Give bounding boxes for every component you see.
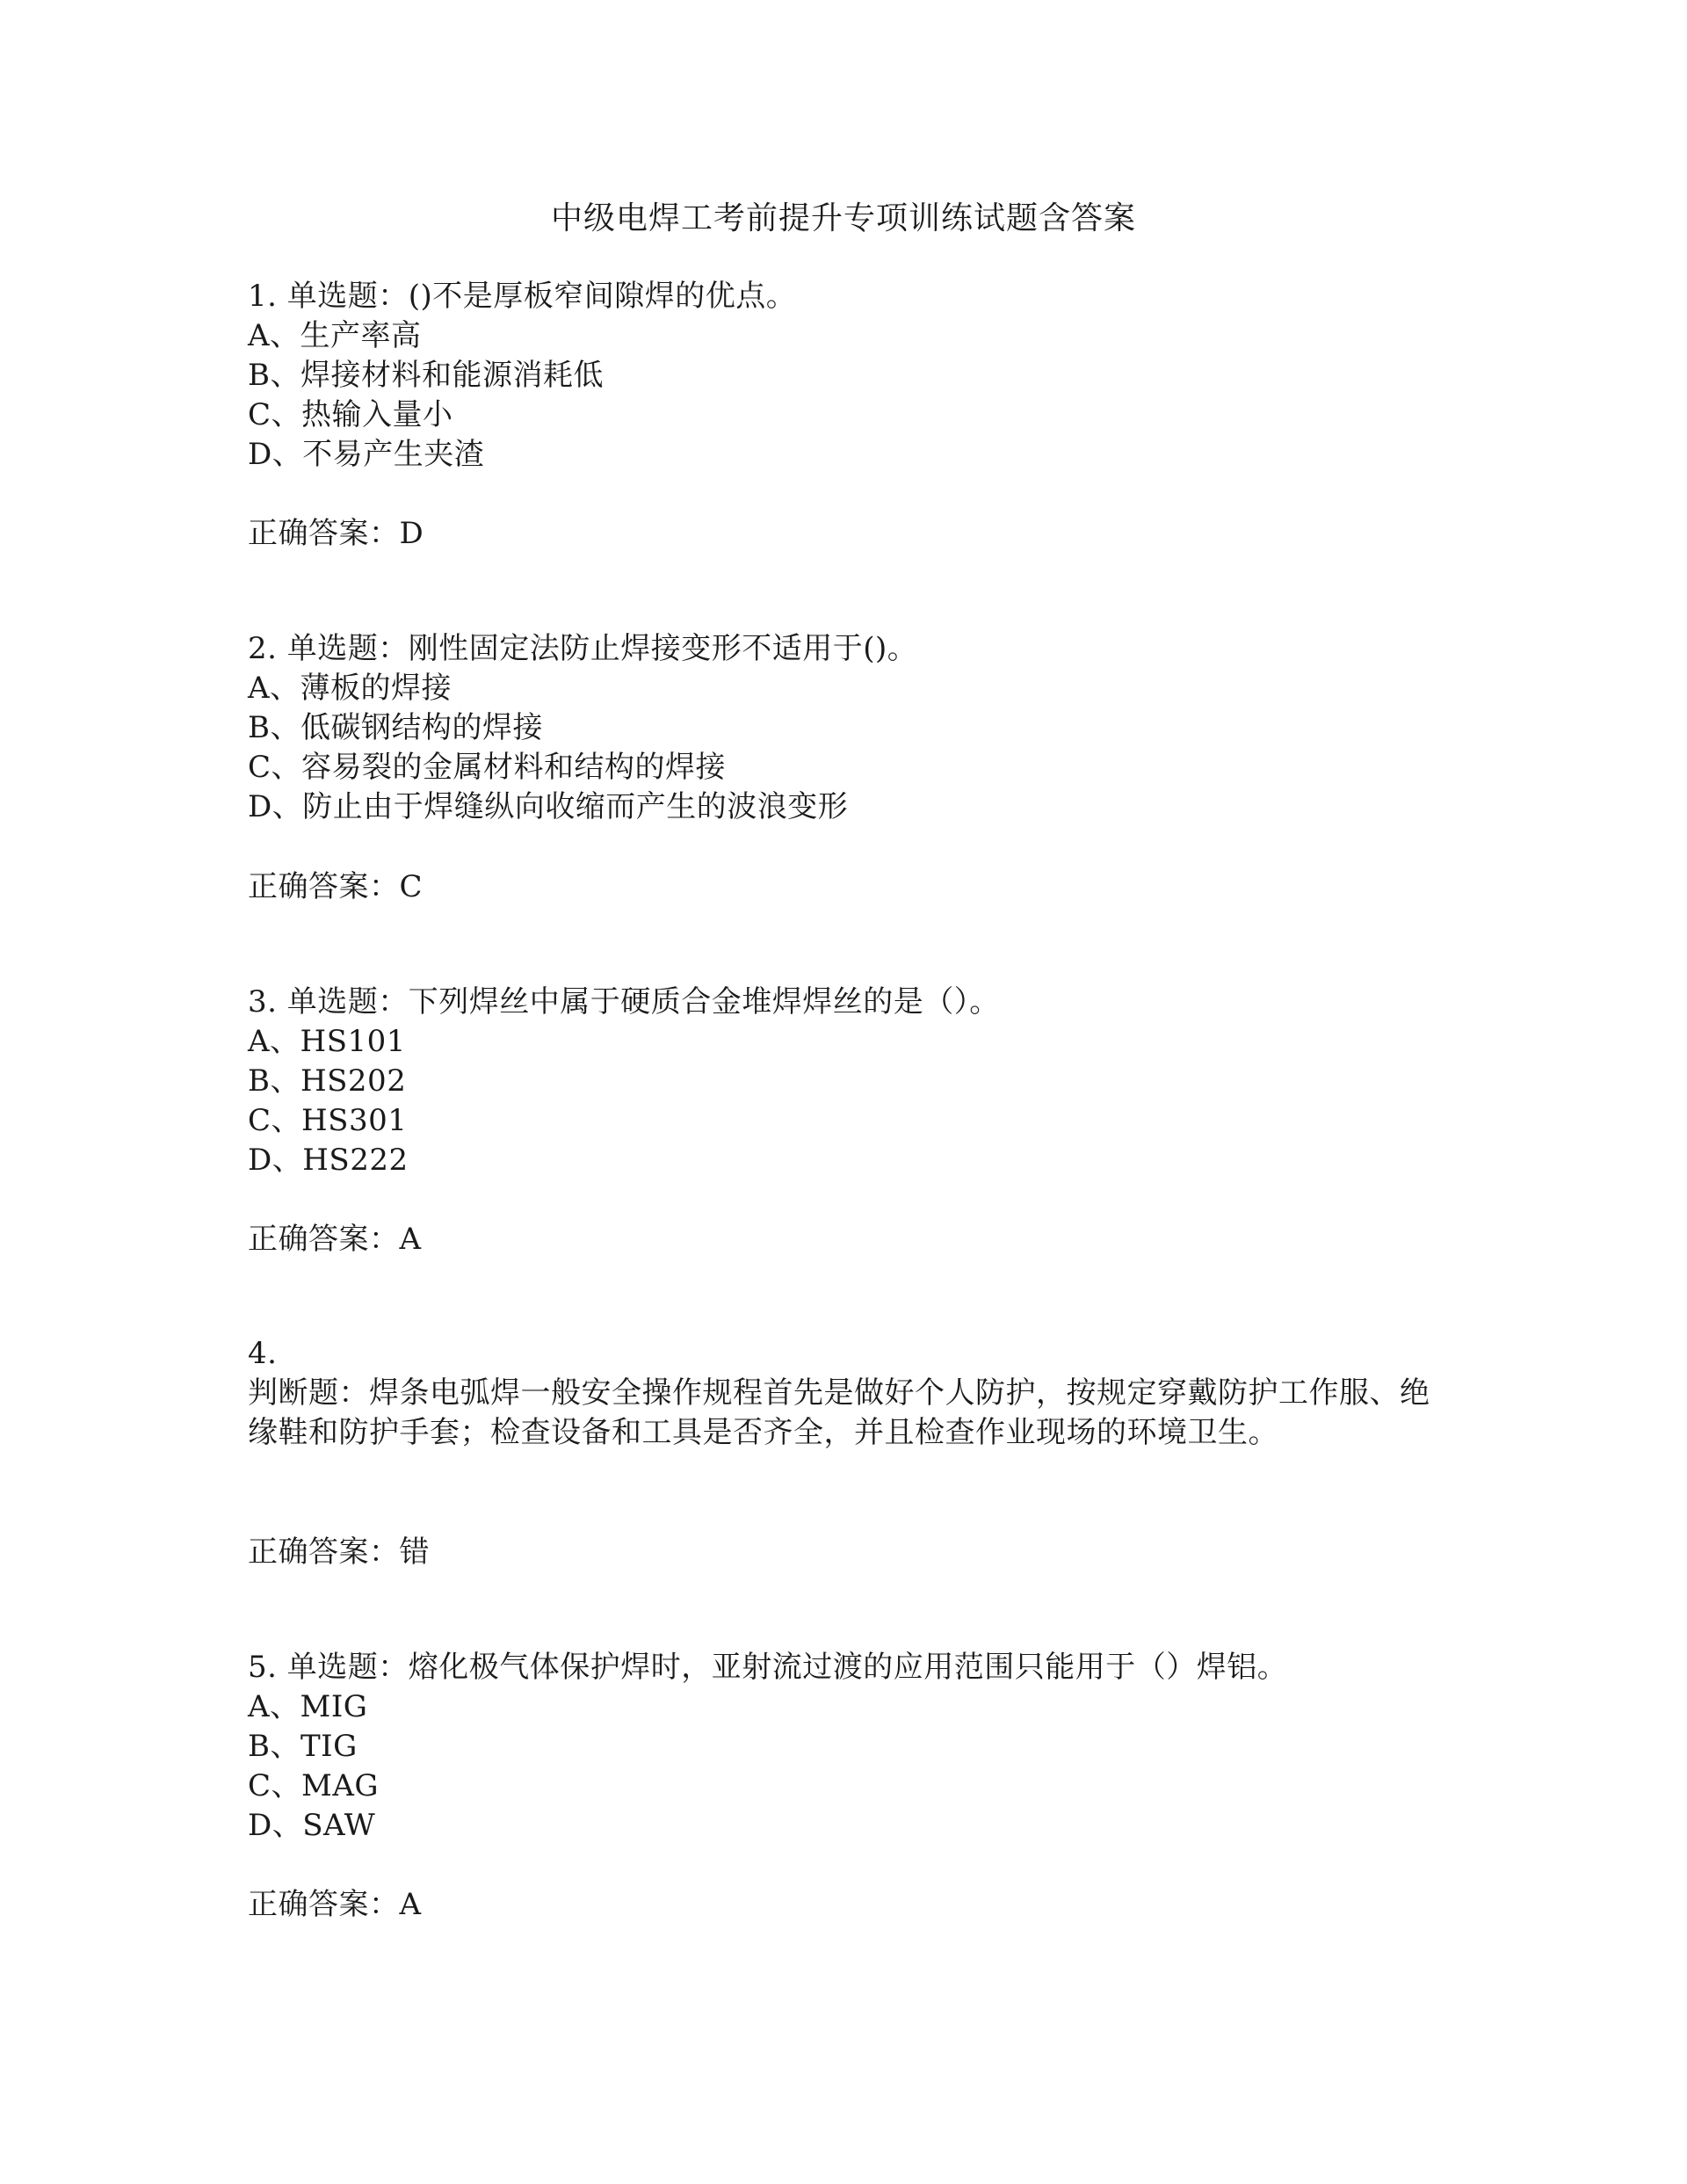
question-5-option-a: A、MIG — [248, 1689, 368, 1724]
question-1-option-d: D、不易产生夹渣 — [248, 437, 485, 472]
question-2-option-b: B、低碳钢结构的焊接 — [248, 710, 543, 745]
question-3-option-b: B、HS202 — [248, 1063, 407, 1099]
question-5-answer: 正确答案：A — [248, 1887, 422, 1922]
question-5-option-c: C、MAG — [248, 1768, 380, 1803]
question-1-option-c: C、热输入量小 — [248, 397, 453, 432]
question-3-stem: 3. 单选题：下列焊丝中属于硬质合金堆焊焊丝的是（）。 — [248, 984, 1000, 1019]
question-2-answer: 正确答案：C — [248, 869, 424, 904]
question-3-option-a: A、HS101 — [248, 1024, 406, 1059]
question-4-answer: 正确答案：错 — [248, 1535, 430, 1570]
question-2-option-c: C、容易裂的金属材料和结构的焊接 — [248, 750, 727, 785]
question-2-option-d: D、防止由于焊缝纵向收缩而产生的波浪变形 — [248, 789, 849, 824]
question-1-option-b: B、焊接材料和能源消耗低 — [248, 358, 604, 393]
question-2-stem: 2. 单选题：刚性固定法防止焊接变形不适用于()。 — [248, 631, 918, 666]
question-3-option-c: C、HS301 — [248, 1103, 408, 1138]
question-1-answer: 正确答案：D — [248, 516, 424, 551]
question-1-option-a: A、生产率高 — [248, 318, 422, 353]
question-5-option-b: B、TIG — [248, 1729, 358, 1764]
question-4-stem-line2: 缘鞋和防护手套；检查设备和工具是否齐全，并且检查作业现场的环境卫生。 — [248, 1415, 1278, 1450]
question-3-option-d: D、HS222 — [248, 1143, 409, 1178]
question-4-number: 4. — [248, 1336, 278, 1371]
question-2-option-a: A、薄板的焊接 — [248, 671, 453, 706]
document-title: 中级电焊工考前提升专项训练试题含答案 — [550, 200, 1136, 236]
question-5-stem: 5. 单选题：熔化极气体保护焊时，亚射流过渡的应用范围只能用于（）焊铝。 — [248, 1650, 1288, 1685]
question-4-stem-line1: 判断题：焊条电弧焊一般安全操作规程首先是做好个人防护，按规定穿戴防护工作服、绝 — [248, 1375, 1430, 1411]
question-5-option-d: D、SAW — [248, 1808, 376, 1843]
question-1-stem: 1. 单选题：()不是厚板窄间隙焊的优点。 — [248, 279, 797, 314]
question-3-answer: 正确答案：A — [248, 1222, 422, 1257]
